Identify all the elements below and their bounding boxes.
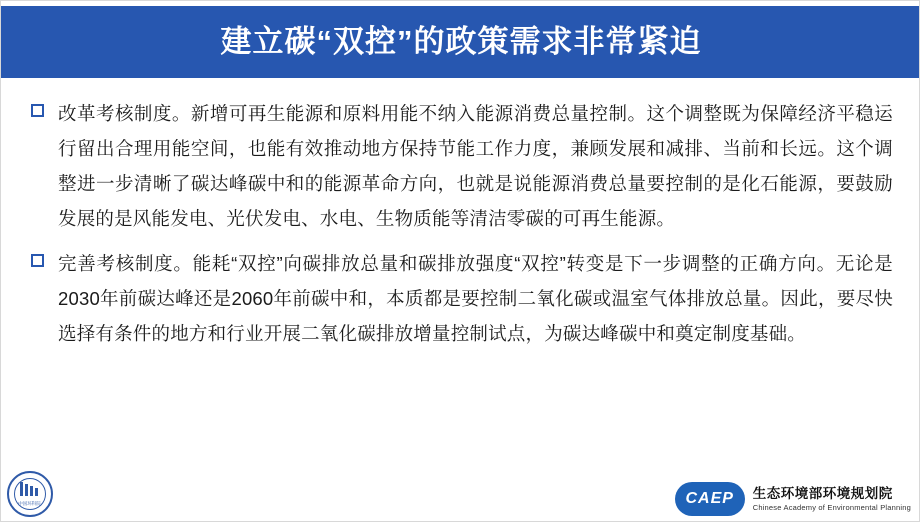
square-outline-bullet-icon [31, 254, 44, 267]
emblem-icon [7, 471, 53, 517]
institute-emblem [7, 471, 53, 517]
list-item [31, 96, 893, 236]
list-item-text: 完善考核制度。能耗“双控”向碳排放总量和碳排放强度“双控”转变是下一步调整的正确方向。无论是2030年前碳达峰还是2060年前碳中和，本质都是要控制二氧化碳或温室气体排放总量。因此，要尽快选择有条件的地方和行业开展二氧化碳排放增量控制试点，为碳达峰碳中和奠定制度基础。 [58, 253, 893, 344]
emblem-bars-icon [20, 482, 40, 496]
list-item [31, 246, 893, 351]
page-title: 建立碳“双控”的政策需求非常紧迫 [220, 23, 702, 59]
emblem-label: 中国环科院 [18, 501, 42, 507]
list-item-text: 改革考核制度。新增可再生能源和原料用能不纳入能源消费总量控制。这个调整既为保障经济平稳运行留出合理用能空间，也能有效推动地方保持节能工作力度，兼顾发展和减排、当前和长远。这个调整进一步清晰了碳达峰碳中和的能源革命方向，也就是说能源消费总量要控制的是化石能源，要鼓励发展的是风能发电、光伏发电、水电、生物质能等清洁零碳的可再生能源。 [58, 103, 893, 229]
slide-content [1, 96, 920, 361]
organization-name [753, 486, 911, 512]
square-outline-bullet-icon [31, 104, 44, 117]
organization-logo [675, 477, 919, 521]
organization-name-cn: 生态环境部环境规划院 [752, 485, 893, 501]
organization-name-en: Chinese Academy of Environmental Planning [752, 502, 911, 512]
slide-title-bar [1, 6, 920, 78]
caep-badge: CAEP [675, 482, 745, 516]
